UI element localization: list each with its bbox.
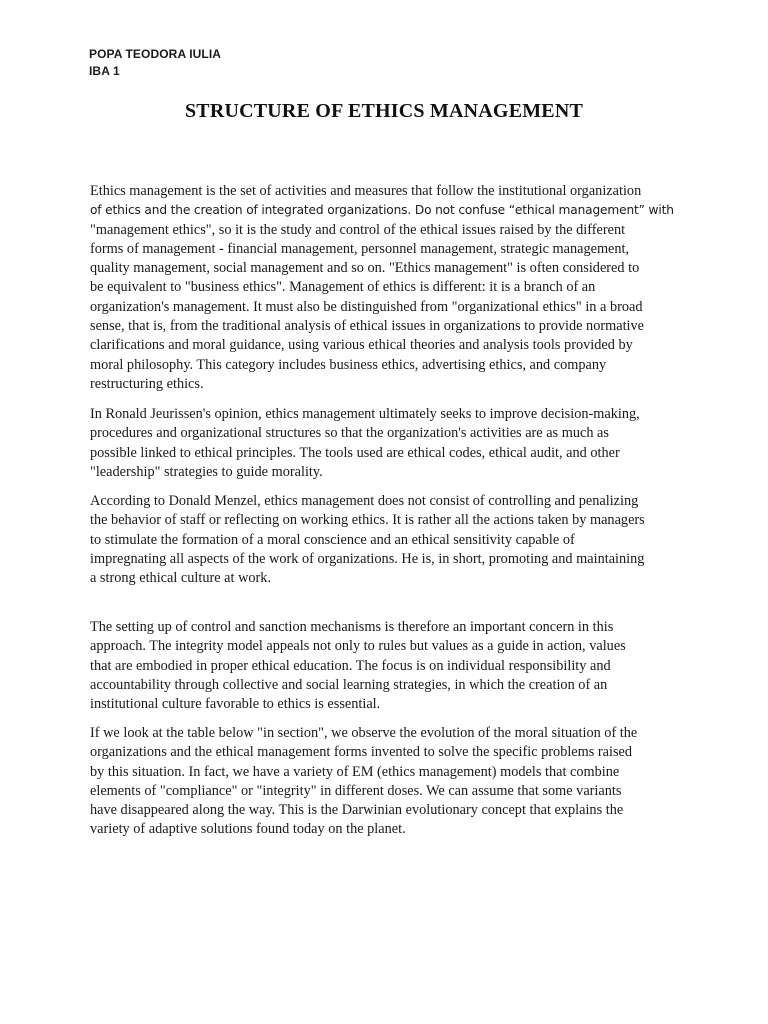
paragraph-line: by this situation. In fact, we have a variety of EM (ethics management) models that combine [90, 763, 620, 780]
paragraph-line: possible linked to ethical principles. The tools used are ethical codes, ethical audit, and other [90, 444, 620, 461]
paragraph-2 [90, 405, 680, 482]
paragraph-line: Ethics management is the set of activities and measures that follow the institutional organization [90, 183, 642, 199]
paragraph-line: The setting up of control and sanction mechanisms is therefore an important concern in this [90, 619, 614, 635]
paragraph-line: that are embodied in proper ethical education. The focus is on individual responsibility and [90, 657, 611, 674]
paragraph-line: a strong ethical culture at work. [90, 570, 272, 587]
paragraph-line: accountability through collective and social learning strategies, in which the creation of an [90, 676, 608, 693]
paragraph-line: "management ethics", so it is the study and control of the ethical issues raised by the different [90, 221, 626, 238]
group-label: IBA 1 [89, 64, 120, 78]
paragraph-line: organizations and the ethical management forms invented to solve the specific problems raised [90, 744, 633, 761]
paragraph-line: approach. The integrity model appeals not only to rules but values as a guide in action, values [90, 638, 626, 655]
paragraph-line: impregnating all aspects of the work of organizations. He is, in short, promoting and maintaining [90, 550, 645, 567]
paragraph-line: "leadership" strategies to guide morality. [90, 463, 323, 480]
paragraph-line: procedures and organizational structures so that the organization's activities are as much as [90, 425, 609, 442]
paragraph-line: forms of management - financial management, personnel management, strategic management, [90, 240, 630, 257]
paragraph-line: According to Donald Menzel, ethics management does not consist of controlling and penalizing [90, 493, 639, 509]
paragraph-4 [90, 618, 680, 714]
paragraph-5 [90, 724, 680, 840]
document-title: STRUCTURE OF ETHICS MANAGEMENT [184, 100, 584, 122]
paragraph-line: organization's management. It must also be distinguished from "organizational ethics" in a broad [90, 298, 643, 315]
paragraph-3 [90, 492, 680, 588]
paragraph-line: variety of adaptive solutions found today on the planet. [90, 821, 406, 838]
paragraph-line: sense, that is, from the traditional analysis of ethical issues in organizations to provide normative [90, 318, 645, 335]
paragraph-line: be equivalent to "business ethics". Management of ethics is different: it is a branch of an [90, 279, 596, 296]
document-header [89, 46, 221, 80]
paragraph-line: moral philosophy. This category includes business ethics, advertising ethics, and company [90, 356, 607, 373]
paragraph-line: to stimulate the formation of a moral conscience and an ethical sensitivity capable of [90, 531, 575, 548]
paragraph-line: restructuring ethics. [90, 375, 204, 392]
paragraph-line: elements of "compliance" or "integrity" in different doses. We can assume that some variants [90, 782, 622, 799]
paragraph-line: institutional culture favorable to ethics is essential. [90, 696, 381, 713]
paragraph-1 [90, 182, 680, 394]
paragraph-line: clarifications and moral guidance, using various ethical theories and analysis tools provided by [90, 337, 633, 354]
paragraph-line: of ethics and the creation of integrated organizations. Do not confuse “ethical management” with [90, 203, 674, 218]
author-name: POPA TEODORA IULIA [89, 47, 222, 61]
paragraph-line: have disappeared along the way. This is the Darwinian evolutionary concept that explains the [90, 802, 624, 819]
paragraph-line: the behavior of staff or reflecting on working ethics. It is rather all the actions taken by managers [90, 512, 645, 529]
paragraph-line: In Ronald Jeurissen's opinion, ethics management ultimately seeks to improve decision-making, [90, 406, 640, 422]
paragraph-line: quality management, social management and so on. "Ethics management" is often considered to [90, 260, 640, 277]
paragraph-line: If we look at the table below "in section", we observe the evolution of the moral situation of the [90, 725, 638, 741]
